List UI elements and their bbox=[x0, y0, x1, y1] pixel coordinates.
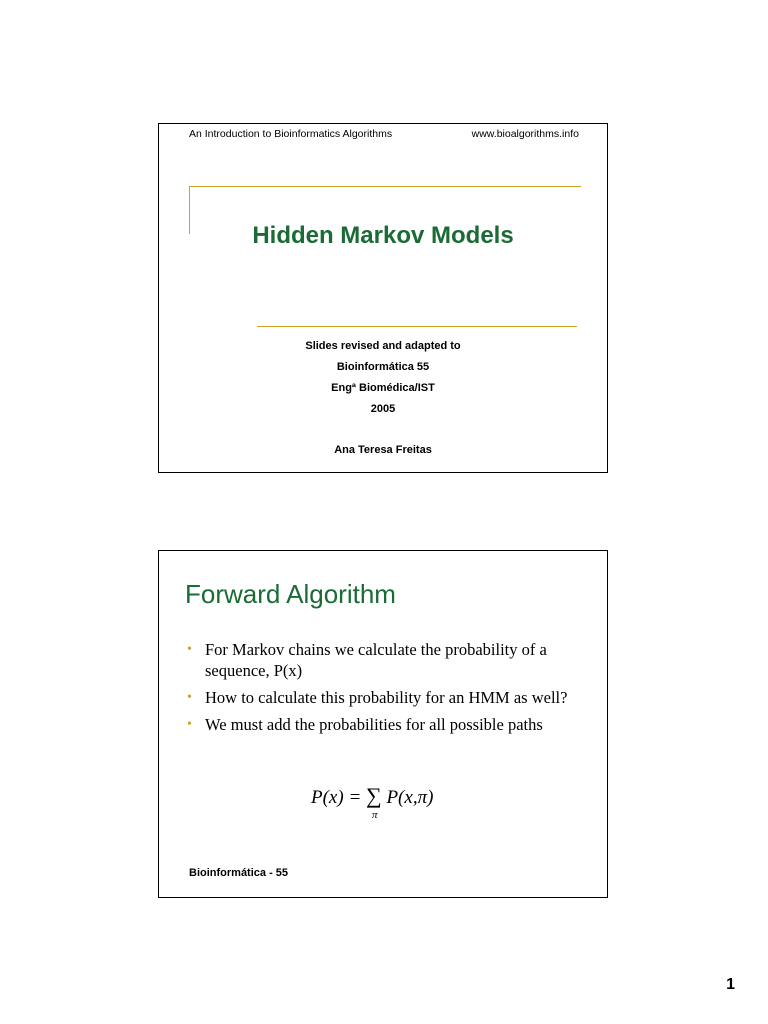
subtitle-line: Slides revised and adapted to bbox=[305, 340, 461, 352]
slide-title: Hidden Markov Models bbox=[252, 222, 514, 249]
bullet-item bbox=[183, 639, 573, 681]
author-name: Ana Teresa Freitas bbox=[334, 444, 432, 456]
bullet-item bbox=[183, 687, 573, 708]
decorative-rule-top bbox=[189, 186, 581, 187]
subtitle-line: 2005 bbox=[370, 403, 396, 415]
subtitle-line: Engª Biomédica/IST bbox=[331, 382, 435, 394]
bullet-text: For Markov chains we calculate the probability of a sequence, P(x) bbox=[205, 640, 547, 680]
bullet-dot-icon: • bbox=[187, 642, 192, 657]
bullet-text: How to calculate this probability for an HMM as well? bbox=[205, 688, 568, 707]
slide-footer: Bioinformática - 55 bbox=[189, 867, 289, 879]
formula-rhs: P(x,π) bbox=[386, 787, 434, 808]
bullet-text: We must add the probabilities for all possible paths bbox=[205, 715, 543, 734]
bullet-item bbox=[183, 714, 573, 735]
probability-formula bbox=[311, 783, 434, 821]
bullet-dot-icon: • bbox=[187, 690, 192, 705]
bullet-dot-icon: • bbox=[187, 717, 192, 732]
subtitle-line: Bioinformática 55 bbox=[336, 361, 430, 373]
formula-lhs: P(x) = bbox=[311, 787, 362, 808]
decorative-rule-bottom bbox=[257, 326, 577, 327]
bullet-list bbox=[183, 639, 573, 741]
summation-symbol: ∑ bbox=[366, 783, 382, 808]
slide-header-website: www.bioalgorithms.info bbox=[471, 128, 579, 140]
page-number: 1 bbox=[726, 976, 735, 993]
content-slide bbox=[158, 550, 608, 898]
summation-subscript: π bbox=[372, 809, 378, 821]
slide-header-course: An Introduction to Bioinformatics Algorithms bbox=[189, 128, 393, 140]
subtitle-block bbox=[159, 336, 607, 461]
summation-sign bbox=[366, 783, 382, 821]
slide-title: Forward Algorithm bbox=[185, 579, 396, 609]
title-slide bbox=[158, 123, 608, 473]
